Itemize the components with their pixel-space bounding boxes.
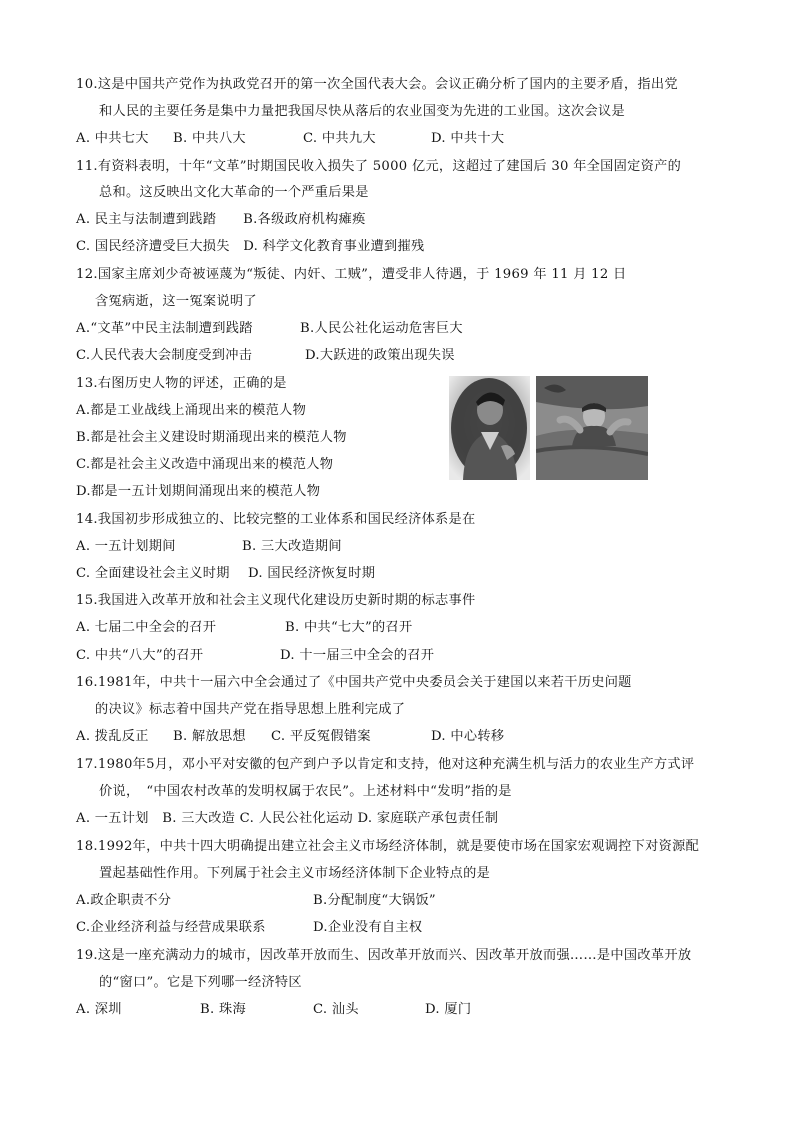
question-19-option-b: B. 珠海	[200, 1002, 246, 1017]
question-16-option-c: C. 平反冤假错案	[271, 729, 371, 744]
question-11-options-ab: A. 民主与法制遭到践踏 B.各级政府机构瘫痪	[76, 212, 366, 227]
question-14-text: 14.我国初步形成独立的、比较完整的工业体系和国民经济体系是在	[76, 512, 476, 527]
question-15-option-b: B. 中共“七大”的召开	[285, 620, 413, 635]
question-15-option-a: A. 七届二中全会的召开	[76, 620, 217, 635]
question-10-option-a: A. 中共七大	[76, 131, 149, 146]
question-18-option-b: B.分配制度“大锅饭”	[313, 893, 436, 908]
question-10-text-cont: 和人民的主要任务是集中力量把我国尽快从落后的农业国变为先进的工业国。这次会议是	[99, 104, 626, 119]
question-16-option-a: A. 拨乱反正	[76, 729, 149, 744]
question-19-option-c: C. 汕头	[313, 1002, 359, 1017]
question-19-text: 19.这是一座充满动力的城市，因改革开放而生、因改革开放而兴、因改革开放而强……是中国改革开放	[76, 948, 692, 963]
historical-photos	[449, 376, 648, 480]
question-17-text-cont: 价说， “中国农村改革的发明权属于农民”。上述材料中“发明”指的是	[99, 784, 512, 799]
question-16-text: 16.1981年，中共十一届六中全会通过了《中国共产党中央委员会关于建国以来若干历史问题	[76, 675, 632, 690]
question-12-option-a: A.“文革”中民主法制遭到践踏	[76, 321, 253, 336]
question-14-option-b: B. 三大改造期间	[242, 539, 342, 554]
question-14-option-c: C. 全面建设社会主义时期	[76, 566, 230, 581]
mud-pit-photo	[536, 376, 648, 480]
question-18-option-a: A.政企职责不分	[76, 893, 172, 908]
portrait-photo	[449, 376, 530, 480]
question-18-option-d: D.企业没有自主权	[313, 920, 423, 935]
question-13-option-b: B.都是社会主义建设时期涌现出来的模范人物	[76, 430, 347, 445]
question-12-option-b: B.人民公社化运动危害巨大	[300, 321, 463, 336]
question-12-option-d: D.大跃进的政策出现失误	[305, 348, 455, 363]
question-10-option-c: C. 中共九大	[303, 131, 376, 146]
question-17-options: A. 一五计划 B. 三大改造 C. 人民公社化运动 D. 家庭联产承包责任制	[76, 811, 499, 826]
question-15-text: 15.我国进入改革开放和社会主义现代化建设历史新时期的标志事件	[76, 593, 476, 608]
question-15-option-c: C. 中共“八大”的召开	[76, 648, 204, 663]
question-16-text-cont: 的决议》标志着中国共产党在指导思想上胜利完成了	[95, 702, 406, 717]
question-13-option-a: A.都是工业战线上涌现出来的模范人物	[76, 403, 307, 418]
question-13-option-c: C.都是社会主义改造中涌现出来的模范人物	[76, 457, 334, 472]
question-18-option-c: C.企业经济利益与经营成果联系	[76, 920, 266, 935]
question-11-text-cont: 总和。这反映出文化大革命的一个严重后果是	[99, 185, 369, 200]
question-19-option-a: A. 深圳	[76, 1002, 122, 1017]
question-12-text: 12.国家主席刘少奇被诬蔑为“叛徒、内奸、工贼”，遭受非人待遇，于 1969 年 11 月 12 日	[76, 267, 627, 282]
question-19-text-cont: 的“窗口”。它是下列哪一经济特区	[99, 975, 302, 990]
question-13-option-d: D.都是一五计划期间涌现出来的模范人物	[76, 484, 321, 499]
question-16-option-d: D. 中心转移	[431, 729, 505, 744]
question-10-option-b: B. 中共八大	[173, 131, 246, 146]
question-12-option-c: C.人民代表大会制度受到冲击	[76, 348, 253, 363]
question-11-text: 11.有资料表明，十年“文革”时期国民收入损失了 5000 亿元，这超过了建国后 30 年全国固定资产的	[76, 159, 682, 174]
question-18-text: 18.1992年，中共十四大明确提出建立社会主义市场经济体制，就是要使市场在国家宏观调控下对资源配	[76, 839, 700, 854]
question-14-option-a: A. 一五计划期间	[76, 539, 176, 554]
question-10-option-d: D. 中共十大	[431, 131, 505, 146]
question-17-text: 17.1980年5月，邓小平对安徽的包产到户予以肯定和支持，他对这种充满生机与活力的农业生产方式评	[76, 757, 695, 772]
question-18-text-cont: 置起基础性作用。下列属于社会主义市场经济体制下企业特点的是	[99, 866, 491, 881]
question-15-option-d: D. 十一届三中全会的召开	[280, 648, 435, 663]
question-14-option-d: D. 国民经济恢复时期	[248, 566, 376, 581]
question-10-text: 10.这是中国共产党作为执政党召开的第一次全国代表大会。会议正确分析了国内的主要矛盾，指出党	[76, 77, 678, 92]
question-19-option-d: D. 厦门	[425, 1002, 472, 1017]
question-11-options-cd: C. 国民经济遭受巨大损失 D. 科学文化教育事业遭到摧残	[76, 239, 425, 254]
question-12-text-cont: 含冤病逝，这一冤案说明了	[95, 294, 257, 309]
question-13-text: 13.右图历史人物的评述，正确的是	[76, 376, 287, 391]
question-16-option-b: B. 解放思想	[173, 729, 246, 744]
